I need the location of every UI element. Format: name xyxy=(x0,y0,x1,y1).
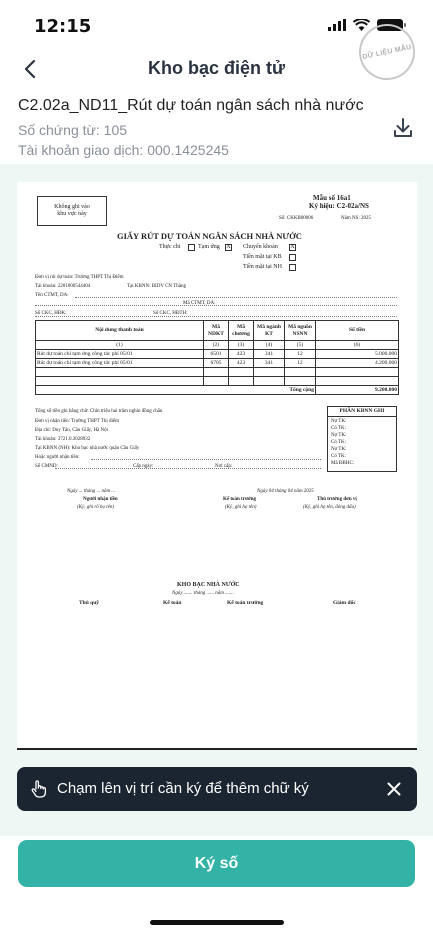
table-cell: Rút dự toán chi tạm ứng công tác phí 05/01 xyxy=(36,359,204,368)
toast-close-button[interactable] xyxy=(385,780,403,798)
id-number: Số CMND: xyxy=(35,464,58,469)
table-cell: 6705 xyxy=(204,359,229,368)
ctmt-name: Tên CTMT, DA: xyxy=(35,293,69,298)
table-cell: 12 xyxy=(285,359,316,368)
checkbox-tam-ung: X xyxy=(226,244,231,250)
reserved-area-line-2: khu vực này xyxy=(57,211,87,217)
table-cell: 4.200.000 xyxy=(316,359,399,368)
table-total-row xyxy=(36,386,399,395)
signer-accountant-note: (Ký, ghi họ tên) xyxy=(225,505,257,510)
recipient-account: Tài khoản: 3721.0.3028932 xyxy=(35,437,91,442)
kbnn-line: Có TK: xyxy=(331,426,347,431)
home-indicator[interactable] xyxy=(150,920,284,925)
table-row-empty xyxy=(36,368,399,377)
table-cell: Rút dự toán chi tạm ứng công tác phí 05/01 xyxy=(36,350,204,359)
table-header: Mã chương xyxy=(229,321,254,341)
option-tam-ung: Tạm ứng xyxy=(198,244,220,250)
treasury-signer: Kế toán trưởng xyxy=(227,600,264,606)
table-cell: 423 xyxy=(229,359,254,368)
document-page[interactable] xyxy=(17,182,417,748)
table-cell: (1) xyxy=(36,341,204,350)
table-cell: 423 xyxy=(229,350,254,359)
table-cell: (5) xyxy=(285,341,316,350)
reserved-area-box xyxy=(37,196,107,226)
table-total-label: Tổng cộng xyxy=(36,386,316,395)
table-header: Mã nguồn NSNN xyxy=(285,321,316,341)
table-cell: 341 xyxy=(254,350,285,359)
status-time: 12:15 xyxy=(34,16,92,37)
form-symbol: Ký hiệu: C2-02a/NS xyxy=(309,202,369,210)
digital-sign-button[interactable] xyxy=(18,840,415,887)
table-index-row xyxy=(36,341,399,350)
budget-year: Năm NS: 2025 xyxy=(341,216,371,221)
kbnn-line: Có TK: xyxy=(331,440,347,445)
table-header: Mã NDKT xyxy=(204,321,229,341)
download-button[interactable] xyxy=(391,116,415,140)
hand-pointer-icon xyxy=(29,779,49,799)
treasury-signer: Giám đốc xyxy=(333,600,356,606)
sign-hint-toast xyxy=(17,767,417,811)
unit-kbnn: Tại KBNN: BIDV CN Thăng xyxy=(127,284,186,289)
kbnn-box-title: PHẦN KBNN GHI xyxy=(339,408,385,414)
kbnn-line: Nợ TK: xyxy=(331,433,347,438)
kbnn-line: Nợ TK: xyxy=(331,419,347,424)
table-cell: (4) xyxy=(254,341,285,350)
page-separator xyxy=(17,748,417,750)
table-cell: (2) xyxy=(204,341,229,350)
signer-head-note: (Ký, ghi họ tên, đóng dấu) xyxy=(303,505,356,510)
checkbox-tien-mat-nh xyxy=(289,264,296,271)
table-cell: (6) xyxy=(316,341,399,350)
table-row xyxy=(36,350,399,359)
table-cell: (3) xyxy=(229,341,254,350)
form-serial: Số: CKKB00006 xyxy=(279,216,314,221)
option-tien-mat-kb: Tiền mặt tại KB xyxy=(243,254,282,260)
transaction-account: Tài khoản giao dịch: 000.1425245 xyxy=(18,142,229,158)
treasury-title: KHO BẠC NHÀ NƯỚC xyxy=(177,582,240,588)
table-cell: 5.000.000 xyxy=(316,350,399,359)
form-heading: GIẤY RÚT DỰ TOÁN NGÂN SÁCH NHÀ NƯỚC xyxy=(117,231,302,241)
signer-receiver-note: (Ký, ghi rõ họ tên) xyxy=(77,505,115,510)
signer-accountant: Kế toán trưởng xyxy=(223,497,256,502)
signer-receiver: Người nhận tiền xyxy=(83,497,118,502)
date-right: Ngày 04 tháng 04 năm 2025 xyxy=(257,489,314,494)
table-header-row xyxy=(36,321,399,341)
table-header: Mã ngành KT xyxy=(254,321,285,341)
ckc-hdth: Số CKC, HĐTH: xyxy=(153,311,188,316)
nav-bar xyxy=(0,48,433,88)
date-left: Ngày ... tháng ... năm ... xyxy=(67,489,116,494)
signer-head: Thủ trưởng đơn vị xyxy=(317,497,357,502)
recipient-unit: Đơn vị nhận tiền: Trường THPT Thị điểm xyxy=(35,419,119,424)
treasury-date: Ngày ....... tháng ...... năm ....... xyxy=(172,591,234,596)
amount-in-words: Tổng số tiền ghi bằng chữ: Chín triệu hai trăm nghìn đồng chẵn xyxy=(35,409,163,414)
issue-place: Nơi cấp: xyxy=(215,464,233,469)
table-cell: 12 xyxy=(285,350,316,359)
voucher-number: Số chứng từ: 105 xyxy=(18,122,128,138)
download-icon xyxy=(391,116,415,140)
table-row-empty xyxy=(36,377,399,386)
table-cell: 341 xyxy=(254,359,285,368)
reserved-area-line-1: Không ghi vào xyxy=(54,204,90,210)
withdrawing-unit: Đơn vị rút dự toán: Trường THPT Thị Điểm xyxy=(35,275,124,280)
unit-account: Tài khoản: 2201000544404 xyxy=(35,284,91,289)
document-title: C2.02a_ND11_Rút dự toán ngân sách nhà nước xyxy=(18,97,364,114)
table-total-value: 9.200.000 xyxy=(316,386,399,395)
signal-icon xyxy=(328,19,346,31)
payment-table xyxy=(35,320,399,395)
table-header: Số tiền xyxy=(316,321,399,341)
close-icon xyxy=(385,780,403,798)
receiver-name: Hoặc người nhận tiền: xyxy=(35,455,80,460)
toast-text: Chạm lên vị trí cần ký để thêm chữ ký xyxy=(57,780,309,797)
checkbox-tien-mat-kb xyxy=(289,254,296,261)
checkbox-chuyen-khoan: X xyxy=(290,244,295,250)
option-thuc-chi: Thực chi xyxy=(159,244,181,250)
kbnn-line: Có TK: xyxy=(331,454,347,459)
issue-date: Cấp ngày: xyxy=(133,464,154,469)
recipient-address: Địa chỉ: Duy Tân, Cầu Giấy, Hà Nội xyxy=(35,428,109,433)
option-chuyen-khoan: Chuyển khoản xyxy=(243,244,278,250)
watermark-text: DỮ LIỆU MẪU xyxy=(361,43,413,61)
table-header: Nội dung thanh toán xyxy=(36,321,204,341)
kbnn-line: Mã ĐBHC: xyxy=(331,461,355,466)
kbnn-line: Nợ TK: xyxy=(331,447,347,452)
digital-sign-label: Ký số xyxy=(194,854,239,872)
treasury-signer: Thủ quỹ xyxy=(79,600,100,606)
ctmt-code: Mã CTMT, DA: xyxy=(183,301,216,306)
kbnn-box xyxy=(327,406,397,472)
ckc-hdk: Số CKC, HĐK: xyxy=(35,311,67,316)
table-row xyxy=(36,359,399,368)
option-tien-mat-nh: Tiền mặt tại NH xyxy=(243,264,282,270)
form-number: Mẫu số 16a1 xyxy=(313,194,351,202)
page-title: Kho bạc điện tử xyxy=(147,58,286,78)
wifi-icon xyxy=(353,19,370,31)
table-cell: 6501 xyxy=(204,350,229,359)
recipient-kbnn: Tại KBNN (NH): Kho bạc nhà nước quận Cầu Giấy xyxy=(35,446,140,451)
checkbox-thuc-chi xyxy=(188,244,195,251)
treasury-signer: Kế toán xyxy=(163,600,182,606)
